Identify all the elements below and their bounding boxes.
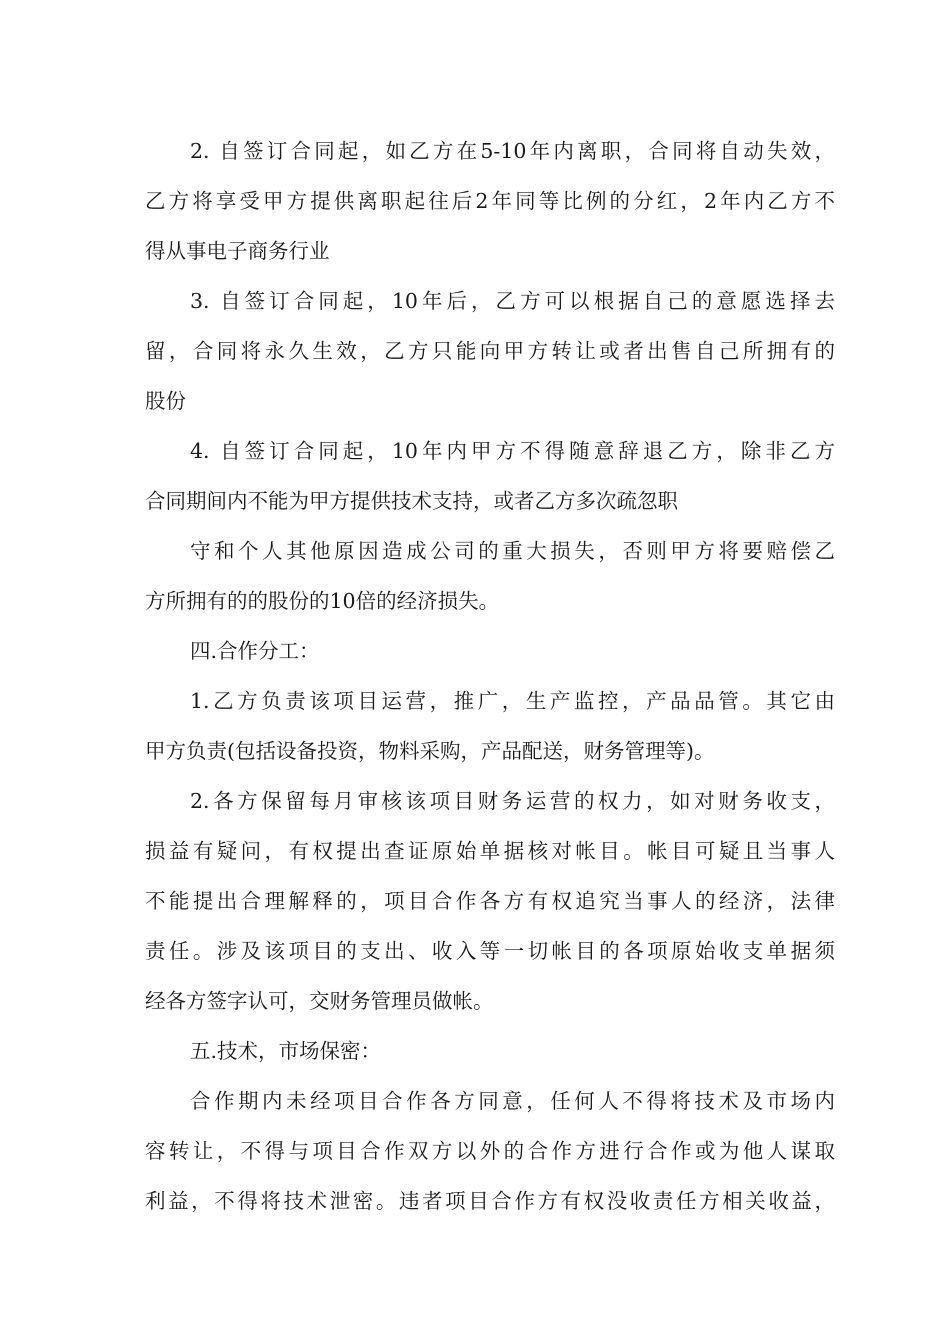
text-line: 责任。涉及该项目的支出、收入等一切帐目的各项原始收支单据须 xyxy=(145,939,835,963)
text-line: 留，合同将永久生效，乙方只能向甲方转让或者出售自己所拥有的 xyxy=(145,339,835,363)
text-line: 经各方签字认可，交财务管理员做帐。 xyxy=(145,989,494,1013)
text-line: 利益，不得将技术泄密。违者项目合作方有权没收责任方相关收益， xyxy=(145,1189,835,1213)
paragraph xyxy=(145,1076,835,1226)
paragraph xyxy=(145,526,835,626)
text-line: 容转让，不得与项目合作双方以外的合作方进行合作或为他人谋取 xyxy=(145,1139,835,1163)
text-line: 不能提出合理解释的，项目合作各方有权追究当事人的经济，法律 xyxy=(145,889,835,913)
text-line: 损益有疑问，有权提出查证原始单据核对帐目。帐目可疑且当事人 xyxy=(145,839,835,863)
paragraph xyxy=(145,276,835,426)
text-line: 3. 自签订合同起，10年后，乙方可以根据自己的意愿选择去 xyxy=(190,289,835,313)
text-line: 2. 自签订合同起，如乙方在5-10年内离职，合同将自动失效， xyxy=(190,139,835,163)
text-line: 合作期内未经项目合作各方同意，任何人不得将技术及市场内 xyxy=(190,1089,835,1113)
text-line: 五.技术，市场保密： xyxy=(190,1039,382,1063)
text-line: 4. 自签订合同起，10年内甲方不得随意辞退乙方，除非乙方 xyxy=(190,439,835,463)
text-line: 股份 xyxy=(145,389,186,413)
paragraph xyxy=(145,426,835,526)
text-line: 甲方负责(包括设备投资，物料采购，产品配送，财务管理等)。 xyxy=(145,739,715,763)
text-line: 守和个人其他原因造成公司的重大损失，否则甲方将要赔偿乙 xyxy=(190,539,835,563)
text-line: 合同期间内不能为甲方提供技术支持，或者乙方多次疏忽职 xyxy=(145,489,678,513)
text-line: 四.合作分工： xyxy=(190,639,320,663)
paragraph xyxy=(145,676,835,776)
paragraph xyxy=(145,776,835,1026)
text-line: 方所拥有的的股份的10倍的经济损失。 xyxy=(145,589,500,613)
text-line: 1.乙方负责该项目运营，推广，生产监控，产品品管。其它由 xyxy=(190,689,835,713)
section-heading xyxy=(145,1026,835,1076)
paragraph xyxy=(145,126,835,276)
section-heading xyxy=(145,626,835,676)
text-line: 得从事电子商务行业 xyxy=(145,239,330,263)
text-line: 乙方将享受甲方提供离职起往后2年同等比例的分红，2年内乙方不 xyxy=(145,189,835,213)
document-page xyxy=(145,126,835,1226)
text-line: 2.各方保留每月审核该项目财务运营的权力，如对财务收支， xyxy=(190,789,835,813)
